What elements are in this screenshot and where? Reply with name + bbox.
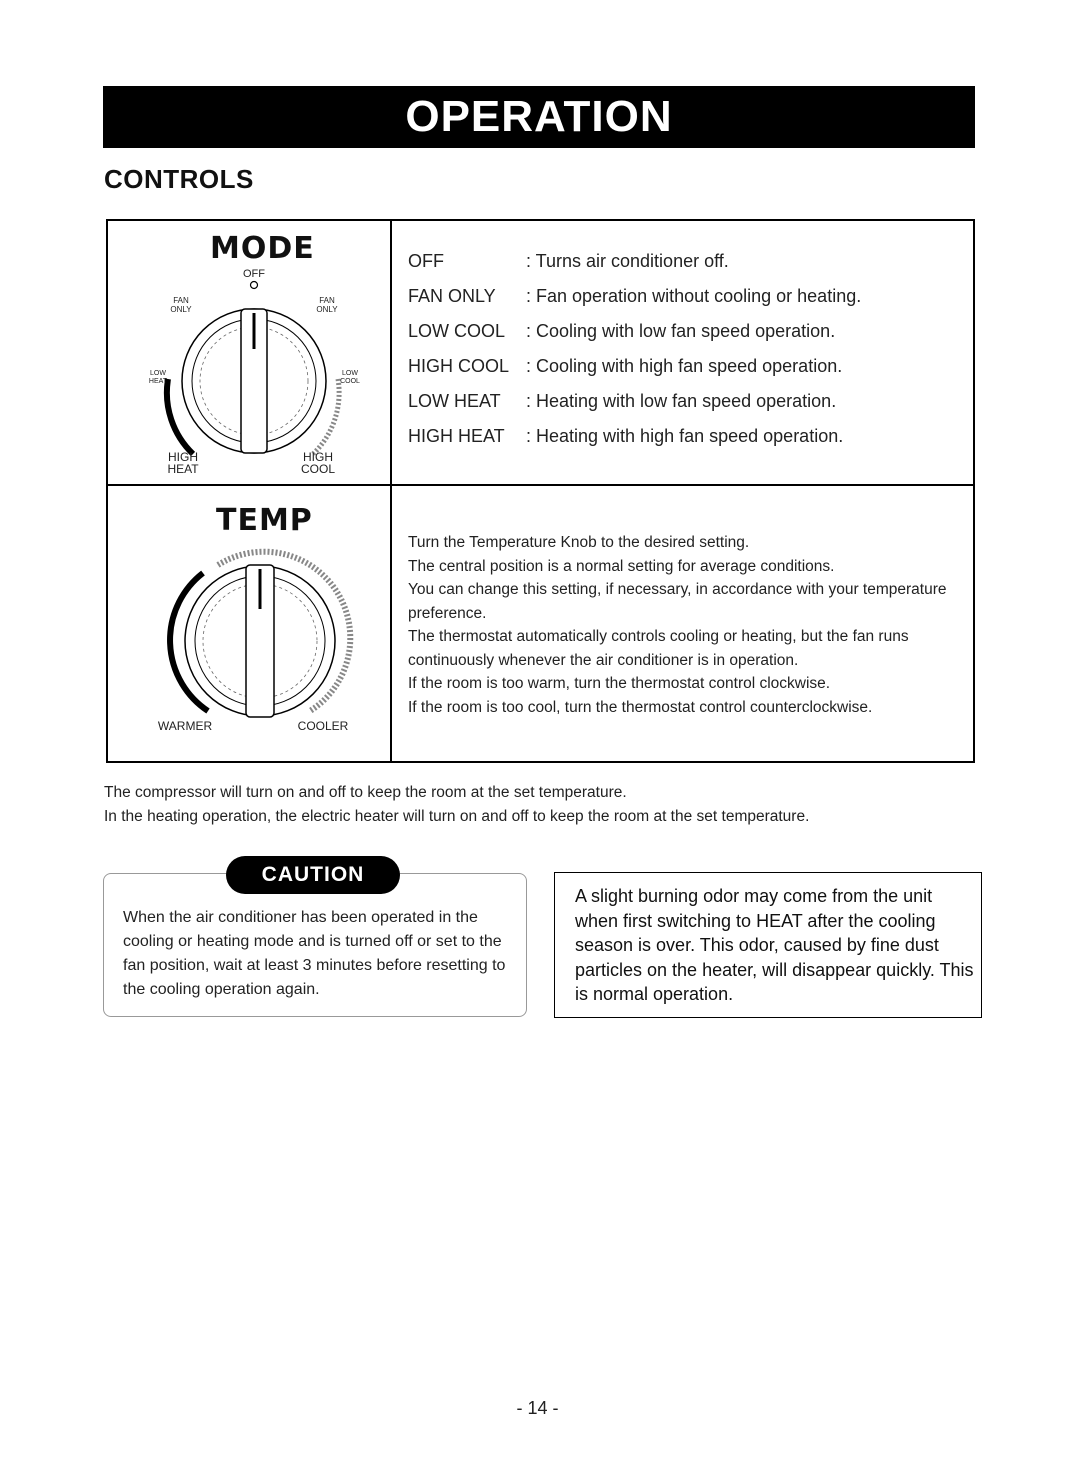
mode-name: FAN ONLY xyxy=(408,286,496,306)
compressor-note xyxy=(104,781,984,828)
mode-row xyxy=(408,356,968,391)
mode-label-fan-right: FAN xyxy=(319,296,335,305)
temp-instruction-line: If the room is too warm, turn the thermostat control clockwise. xyxy=(408,675,831,692)
temp-instruction-line: Turn the Temperature Knob to the desired setting. xyxy=(408,534,750,551)
mode-description: : Fan operation without cooling or heating. xyxy=(526,286,862,306)
mode-label-high-cool-1: HIGH xyxy=(303,450,333,464)
mode-knob-illustration xyxy=(128,269,378,484)
temp-instruction-line: You can change this setting, if necessary, in accordance with your temperature preference. xyxy=(408,581,947,622)
odor-note-text: A slight burning odor may come from the unit when first switching to HEAT after the cooling season is over. This odor, caused by fine dust particles on the heater, will disappear quickly. This is normal operation. xyxy=(575,886,974,1005)
temp-instruction-line: The central position is a normal setting for average conditions. xyxy=(408,557,835,575)
mode-description: : Cooling with low fan speed operation. xyxy=(526,321,836,341)
mode-label-fan-left: FAN xyxy=(173,296,189,305)
mode-description: : Heating with high fan speed operation. xyxy=(526,426,844,446)
mode-name: HIGH HEAT xyxy=(408,426,505,446)
temp-instructions xyxy=(408,531,963,719)
mode-heading: MODE xyxy=(210,231,315,266)
page-title: OPERATION xyxy=(405,92,673,141)
mode-row xyxy=(408,391,968,426)
mode-label-low-heat-1: LOW xyxy=(150,370,166,377)
controls-table xyxy=(106,219,975,763)
mode-label-low-cool-1: LOW xyxy=(342,370,358,377)
mode-name: LOW HEAT xyxy=(408,391,501,411)
mode-label-off: OFF xyxy=(243,269,265,280)
mode-row xyxy=(408,251,968,286)
page-number: - 14 - xyxy=(516,1398,559,1418)
section-title: CONTROLS xyxy=(104,164,254,194)
mode-knob-icon xyxy=(167,282,339,455)
mode-label-high-cool-2: COOL xyxy=(300,462,336,476)
column-divider xyxy=(390,221,392,761)
temp-heading: TEMP xyxy=(216,503,313,538)
mode-description: : Heating with low fan speed operation. xyxy=(526,391,837,411)
note-line: The compressor will turn on and off to keep the room at the set temperature. xyxy=(104,784,627,801)
mode-name: HIGH COOL xyxy=(408,356,510,376)
mode-description: : Turns air conditioner off. xyxy=(526,251,729,271)
temp-label-warmer: WARMER xyxy=(157,719,213,733)
temp-instruction-line: If the room is too cool, turn the thermostat control counterclockwise. xyxy=(408,698,873,716)
temp-label-cooler: COOLER xyxy=(297,719,349,733)
mode-row xyxy=(408,321,968,356)
mode-label-low-cool-2: COOL xyxy=(340,378,360,385)
mode-label-only-right: ONLY xyxy=(316,305,338,314)
mode-label-low-heat-2: HEAT xyxy=(148,378,168,385)
mode-label-high-heat-2: HEAT xyxy=(167,462,199,476)
caution-label: CAUTION xyxy=(226,856,400,894)
caution-text: When the air conditioner has been operated in the cooling or heating mode and is turned off or set to the fan position, wait at least 3 minutes before resetting to the cooling operation again. xyxy=(123,909,506,998)
mode-name: LOW COOL xyxy=(408,321,506,341)
mode-description: : Cooling with high fan speed operation. xyxy=(526,356,843,376)
mode-label-high-heat-1: HIGH xyxy=(168,450,198,464)
mode-row xyxy=(408,426,968,461)
temp-knob-illustration xyxy=(148,541,368,741)
note-line: In the heating operation, the electric heater will turn on and off to keep the room at the set temperature. xyxy=(104,807,810,825)
temp-instruction-line: The thermostat automatically controls cooling or heating, but the fan runs continuously whenever the air conditioner is in operation. xyxy=(408,628,909,669)
mode-name: OFF xyxy=(408,251,444,271)
mode-list xyxy=(408,251,968,461)
mode-row xyxy=(408,286,968,321)
row-divider xyxy=(108,484,973,486)
mode-label-only-left: ONLY xyxy=(170,305,192,314)
title-banner xyxy=(103,86,975,148)
temp-knob-icon xyxy=(170,552,350,717)
